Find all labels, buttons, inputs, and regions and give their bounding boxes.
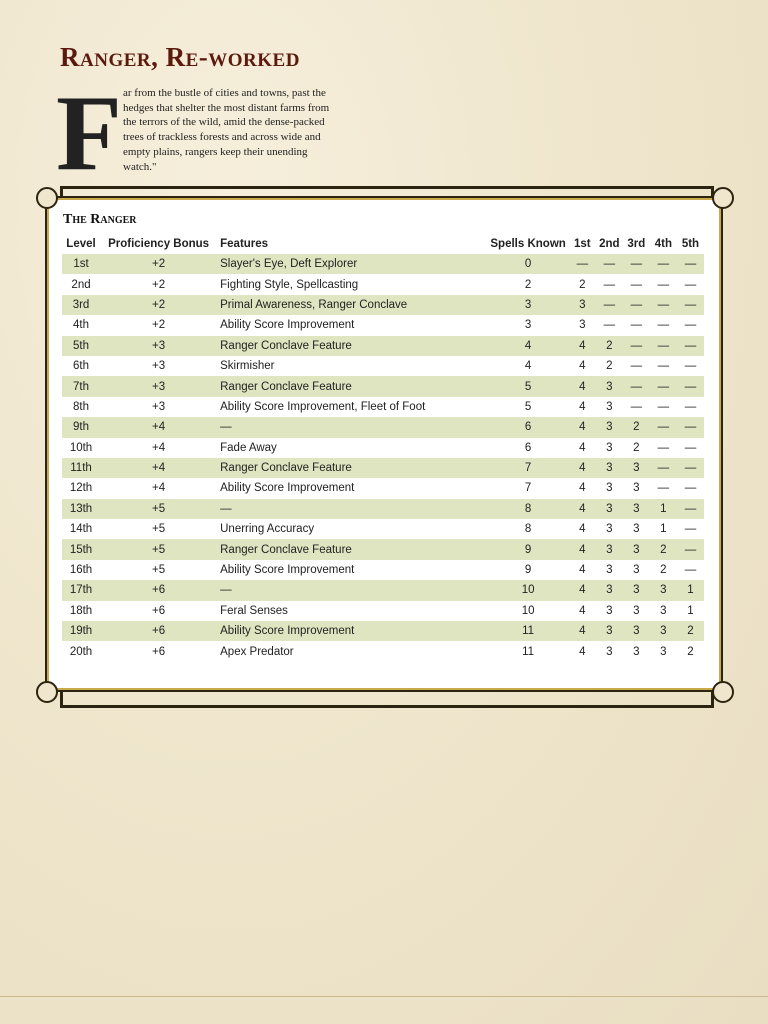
table-cell: Ability Score Improvement, Fleet of Foot <box>220 400 426 413</box>
table-row <box>62 560 704 580</box>
table-cell: — <box>684 258 697 271</box>
header-slot-4th: 4th <box>654 238 672 250</box>
table-cell: 11 <box>522 625 535 638</box>
table-cell: 2 <box>660 543 667 556</box>
table-cell: — <box>657 278 670 291</box>
table-cell: — <box>684 543 697 556</box>
table-cell: Fighting Style, Spellcasting <box>220 278 359 291</box>
table-cell: 10 <box>521 604 535 617</box>
table-cell: 16th <box>69 564 93 577</box>
table-cell: 1 <box>687 604 694 617</box>
table-cell: 4 <box>579 380 586 393</box>
table-cell: 18th <box>69 604 93 617</box>
table-cell: 4 <box>579 625 586 638</box>
table-cell: +6 <box>152 584 166 597</box>
table-cell: 5 <box>524 380 532 393</box>
table-cell: 4 <box>579 421 586 434</box>
table-cell: — <box>630 278 643 291</box>
table-cell: 1 <box>687 584 694 597</box>
table-cell: 2 <box>687 645 694 658</box>
table-cell: +4 <box>152 482 166 495</box>
table-cell: 3 <box>633 462 640 475</box>
table-cell: — <box>630 360 643 373</box>
table-cell: — <box>684 462 697 475</box>
table-cell: 19th <box>69 625 93 638</box>
table-cell: — <box>657 380 670 393</box>
table-cell: 5 <box>524 400 532 413</box>
table-cell: 3 <box>606 625 613 638</box>
table-cell: 3 <box>660 584 667 597</box>
table-row <box>62 295 704 315</box>
table-cell: +5 <box>152 502 166 515</box>
table-row <box>62 274 704 294</box>
table-cell: — <box>684 339 697 352</box>
table-cell: — <box>684 482 697 495</box>
table-cell: +6 <box>152 604 166 617</box>
table-cell: 12th <box>69 482 93 495</box>
table-cell: +6 <box>152 625 166 638</box>
table-cell: 11th <box>70 462 92 475</box>
table-cell: 5th <box>73 339 90 352</box>
table-cell: — <box>657 319 670 332</box>
table-cell: 4 <box>579 360 586 373</box>
page-title: Ranger, Re-worked <box>60 42 300 72</box>
table-cell: — <box>630 319 643 332</box>
table-cell: 2nd <box>71 278 91 291</box>
table-row <box>62 254 704 274</box>
table-cell: — <box>630 339 643 352</box>
table-cell: — <box>657 258 670 271</box>
table-cell: 1 <box>660 523 667 536</box>
table-cell: 3 <box>606 400 613 413</box>
table-cell: 3 <box>660 645 667 658</box>
header-proficiency-bonus: Proficiency Bonus <box>108 238 210 250</box>
table-cell: 3 <box>606 482 613 495</box>
table-cell: 9 <box>524 543 532 556</box>
table-cell: 3 <box>579 298 586 311</box>
table-cell: 3 <box>633 584 640 597</box>
table-cell: Ranger Conclave Feature <box>220 543 352 556</box>
table-cell: 9th <box>73 421 90 434</box>
table-cell: 3 <box>660 625 667 638</box>
table-cell: +3 <box>152 339 166 352</box>
table-cell: 3 <box>633 523 640 536</box>
table-cell: 7 <box>524 482 532 495</box>
table-row <box>62 458 704 478</box>
table-cell: 3 <box>633 482 640 495</box>
table-cell: +2 <box>152 298 166 311</box>
table-cell: 11 <box>522 645 535 658</box>
table-cell: 2 <box>633 441 640 454</box>
table-cell: +5 <box>152 543 166 556</box>
table-cell: 3 <box>606 564 613 577</box>
table-cell: 3rd <box>72 298 90 311</box>
table-cell: 3 <box>606 462 613 475</box>
table-cell: 3 <box>606 645 613 658</box>
table-cell: — <box>684 380 697 393</box>
table-cell: Ranger Conclave Feature <box>220 380 352 393</box>
table-cell: — <box>684 298 697 311</box>
table-row <box>62 417 704 437</box>
table-cell: 4 <box>579 523 586 536</box>
table-cell: Primal Awareness, Ranger Conclave <box>220 298 408 311</box>
table-cell: 3 <box>606 421 613 434</box>
table-cell: +5 <box>152 523 166 536</box>
table-cell: 3 <box>606 502 613 515</box>
frame-corner-ornament <box>712 681 734 703</box>
table-cell: 7th <box>73 380 90 393</box>
table-cell: 4 <box>579 645 586 658</box>
table-cell: 3 <box>606 543 613 556</box>
table-cell: 4 <box>524 360 532 373</box>
table-cell: 1 <box>660 502 667 515</box>
table-cell: — <box>630 298 643 311</box>
table-cell: 3 <box>606 584 613 597</box>
table-cell: Feral Senses <box>220 604 288 617</box>
table-cell: 3 <box>524 319 532 332</box>
table-cell: 3 <box>633 502 640 515</box>
table-cell: Unerring Accuracy <box>220 523 315 536</box>
table-cell: 3 <box>633 543 640 556</box>
table-cell: 4 <box>579 482 586 495</box>
table-cell: — <box>220 502 232 515</box>
table-cell: — <box>657 421 670 434</box>
header-slot-5th: 5th <box>681 238 700 250</box>
table-cell: 2 <box>660 564 667 577</box>
table-cell: 3 <box>633 645 640 658</box>
table-row <box>62 397 704 417</box>
table-cell: 4 <box>579 339 586 352</box>
table-cell: +5 <box>152 564 166 577</box>
table-cell: — <box>657 482 670 495</box>
table-cell: Ranger Conclave Feature <box>220 339 352 352</box>
table-row <box>62 519 704 539</box>
table-cell: — <box>220 421 232 434</box>
table-row <box>62 601 704 621</box>
table-row <box>62 499 704 519</box>
table-row <box>62 336 704 356</box>
table-cell: — <box>220 584 232 597</box>
table-cell: — <box>684 400 697 413</box>
table-cell: 17th <box>69 584 93 597</box>
table-cell: 8th <box>73 400 90 413</box>
table-cell: Ability Score Improvement <box>220 564 355 577</box>
header-features: Features <box>220 238 269 250</box>
table-cell: — <box>657 298 670 311</box>
table-cell: +4 <box>152 462 166 475</box>
table-cell: 3 <box>606 441 613 454</box>
table-cell: Ability Score Improvement <box>220 319 355 332</box>
table-header-row <box>62 234 704 254</box>
header-slot-3rd: 3rd <box>627 238 646 250</box>
table-cell: 6 <box>524 441 532 454</box>
table-cell: 2 <box>579 278 586 291</box>
table-cell: 4 <box>579 462 586 475</box>
table-cell: 3 <box>606 604 613 617</box>
table-cell: 6 <box>524 421 532 434</box>
table-cell: — <box>684 278 697 291</box>
table-cell: 3 <box>606 380 613 393</box>
frame-corner-ornament <box>36 187 58 209</box>
table-cell: 3 <box>633 564 640 577</box>
table-cell: Ability Score Improvement <box>220 625 355 638</box>
table-cell: 10 <box>521 584 535 597</box>
table-cell: Fade Away <box>220 441 277 454</box>
table-cell: — <box>684 421 697 434</box>
table-cell: Ability Score Improvement <box>220 482 355 495</box>
header-spells-known: Spells Known <box>490 238 566 250</box>
ranger-table <box>62 234 704 662</box>
table-cell: 4th <box>73 319 90 332</box>
table-cell: 4 <box>579 400 586 413</box>
table-cell: 4 <box>579 543 586 556</box>
table-row <box>62 376 704 396</box>
intro-paragraph: ar from the bustle of cities and towns, past the hedges that shelter the most distant farms from the terrors of the wild, amid the dense-packed trees of trackless forests and across wide and empty plains, rangers keep their unending watch." <box>123 87 330 173</box>
table-cell: — <box>576 258 589 271</box>
table-cell: 7 <box>524 462 532 475</box>
table-cell: 15th <box>69 543 93 556</box>
table-row <box>62 478 704 498</box>
table-cell: — <box>684 319 697 332</box>
drop-cap-letter: F <box>56 74 122 193</box>
table-cell: — <box>657 360 670 373</box>
table-cell: — <box>684 523 697 536</box>
table-cell: 2 <box>524 278 532 291</box>
table-cell: 3 <box>633 625 640 638</box>
table-cell: +4 <box>152 421 166 434</box>
table-cell: — <box>684 564 697 577</box>
table-cell: — <box>630 400 643 413</box>
table-cell: 3 <box>579 319 586 332</box>
table-cell: — <box>684 441 697 454</box>
table-cell: — <box>630 258 643 271</box>
table-cell: 8 <box>524 502 532 515</box>
table-cell: +4 <box>152 441 166 454</box>
table-row <box>62 580 704 600</box>
table-title: The Ranger <box>63 212 137 227</box>
header-slot-2nd: 2nd <box>599 238 620 250</box>
table-cell: +3 <box>152 400 166 413</box>
table-cell: 14th <box>69 523 93 536</box>
table-cell: Skirmisher <box>220 360 275 373</box>
table-cell: 10th <box>69 441 93 454</box>
table-cell: 3 <box>633 604 640 617</box>
table-cell: 4 <box>579 564 586 577</box>
table-cell: — <box>657 462 670 475</box>
table-cell: — <box>630 380 643 393</box>
table-cell: 4 <box>579 604 586 617</box>
table-cell: +2 <box>152 278 166 291</box>
table-row <box>62 356 704 376</box>
table-cell: 4 <box>524 339 532 352</box>
table-cell: 8 <box>524 523 532 536</box>
table-row <box>62 438 704 458</box>
table-cell: 2 <box>687 625 694 638</box>
table-cell: 6th <box>73 360 90 373</box>
table-cell: — <box>657 400 670 413</box>
table-cell: — <box>657 339 670 352</box>
table-cell: Slayer's Eye, Deft Explorer <box>220 258 358 271</box>
table-cell: 4 <box>579 584 586 597</box>
table-cell: 4 <box>579 502 586 515</box>
table-cell: 13th <box>69 502 93 515</box>
table-cell: — <box>603 278 616 291</box>
table-row <box>62 539 704 559</box>
table-cell: +2 <box>152 258 166 271</box>
table-cell: Apex Predator <box>220 645 294 658</box>
header-slot-1st: 1st <box>574 238 591 250</box>
header-level: Level <box>66 238 96 250</box>
table-cell: 9 <box>524 564 532 577</box>
table-cell: 20th <box>69 645 93 658</box>
frame-corner-ornament <box>36 681 58 703</box>
table-cell: 1st <box>73 258 89 271</box>
table-cell: 3 <box>606 523 613 536</box>
table-cell: 2 <box>606 360 613 373</box>
page-footer-line <box>0 996 768 997</box>
frame-corner-ornament <box>712 187 734 209</box>
table-cell: +3 <box>152 360 166 373</box>
table-cell: — <box>657 441 670 454</box>
table-cell: Ranger Conclave Feature <box>220 462 352 475</box>
table-cell: — <box>684 360 697 373</box>
table-cell: 3 <box>660 604 667 617</box>
table-cell: 2 <box>606 339 613 352</box>
table-cell: — <box>603 258 616 271</box>
table-body <box>62 254 704 662</box>
table-cell: 4 <box>579 441 586 454</box>
table-cell: +2 <box>152 319 166 332</box>
table-cell: +3 <box>152 380 166 393</box>
table-row <box>62 641 704 661</box>
table-row <box>62 621 704 641</box>
table-row <box>62 315 704 335</box>
table-cell: — <box>603 298 616 311</box>
table-cell: 3 <box>524 298 532 311</box>
table-cell: +6 <box>152 645 166 658</box>
table-cell: 2 <box>633 421 640 434</box>
table-cell: — <box>684 502 697 515</box>
table-cell: 0 <box>524 258 532 271</box>
table-cell: — <box>603 319 616 332</box>
